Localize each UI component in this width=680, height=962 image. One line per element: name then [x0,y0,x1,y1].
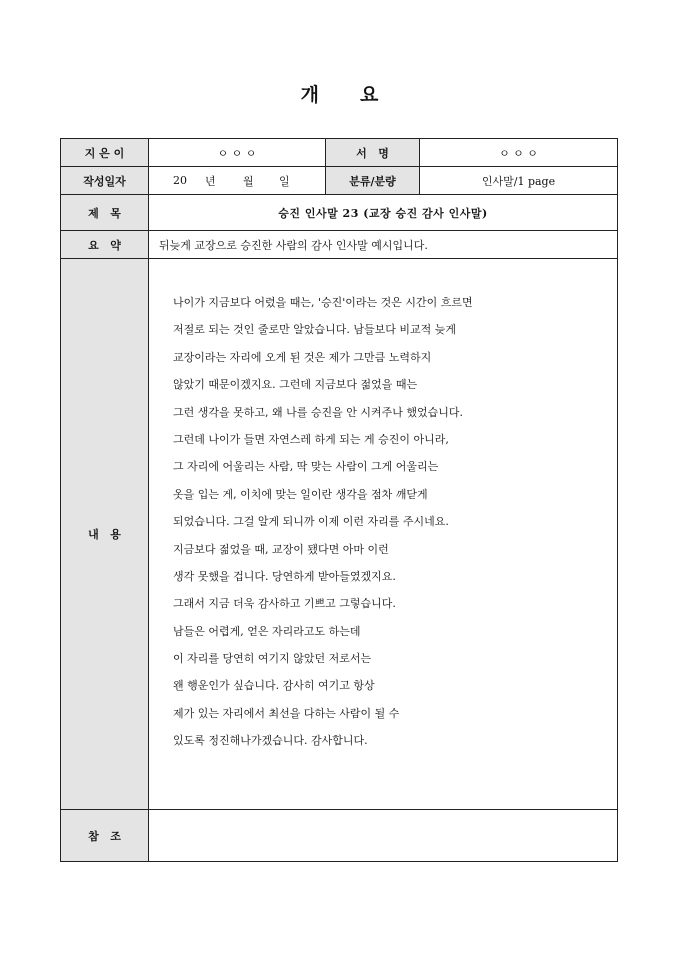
content-label: 내 용 [61,259,149,810]
summary-row [61,231,618,259]
subject-row [61,195,618,231]
content-line: 제가 있는 자리에서 최선을 다하는 사람이 될 수 [173,706,400,720]
content-line: 않았기 때문이겠지요. 그런데 지금보다 젊었을 때는 [173,378,418,392]
author-label: 지 은 이 [61,139,149,167]
page-title-part1: 개 [300,84,320,106]
reference-row [61,810,618,862]
content-line: 왠 행운인가 싶습니다. 감사히 여기고 항상 [173,679,375,693]
document-info-table [60,138,618,862]
category-value: 인사말/1 page [420,167,618,195]
content-line: 지금보다 젊었을 때, 교장이 됐다면 아마 이런 [173,542,389,556]
content-line: 그 자리에 어울리는 사람, 딱 맞는 사람이 그게 어울리는 [173,460,439,474]
date-label: 작성일자 [61,167,149,195]
category-label: 분류/분량 [326,167,420,195]
page-title [0,80,680,107]
subject-label: 제 목 [61,195,149,231]
author-row [61,139,618,167]
content-line: 교장이라는 자리에 오게 된 것은 제가 그만큼 노력하지 [173,350,432,364]
date-day-unit: 일 [279,174,290,188]
reference-label: 참 조 [61,810,149,862]
content-line: 저절로 되는 것인 줄로만 알았습니다. 남들보다 비교적 늦게 [173,323,456,337]
content-lines [149,259,617,755]
date-month-unit: 월 [243,174,254,188]
date-year-unit: 년 [205,174,216,188]
content-line: 이 자리를 당연히 여기지 않았던 저로서는 [173,652,372,666]
content-line: 그래서 지금 더욱 감사하고 기쁘고 그렇습니다. [173,597,396,611]
content-body [149,259,618,810]
page-title-part2: 요 [360,84,380,106]
signature-label: 서 명 [326,139,420,167]
subject-value: 승진 인사말 23 (교장 승진 감사 인사말) [149,195,618,231]
content-row [61,259,618,810]
date-row [61,167,618,195]
reference-value [149,810,618,862]
summary-value: 뒤늦게 교장으로 승진한 사람의 감사 인사말 예시입니다. [149,231,618,259]
summary-label: 요 약 [61,231,149,259]
signature-value: ㅇ ㅇ ㅇ [420,139,618,167]
content-line: 그런 생각을 못하고, 왜 나를 승진을 안 시켜주나 했었습니다. [173,405,463,419]
content-line: 있도록 정진해나가겠습니다. 감사합니다. [173,734,368,748]
date-year: 20 [173,174,187,187]
date-value [149,167,326,195]
content-line: 그런데 나이가 들면 자연스레 하게 되는 게 승진이 아니라, [173,432,449,446]
content-line: 되었습니다. 그걸 알게 되니까 이제 이런 자리를 주시네요. [173,515,449,529]
content-line: 옷을 입는 게, 이치에 맞는 일이란 생각을 점차 깨닫게 [173,487,428,501]
content-line: 생각 못했을 겁니다. 당연하게 받아들였겠지요. [173,569,396,583]
content-line: 남들은 어렵게, 얻은 자리라고도 하는데 [173,624,361,638]
content-line: 나이가 지금보다 어렸을 때는, '승진'이라는 것은 시간이 흐르면 [173,296,473,309]
author-value: ㅇ ㅇ ㅇ [149,139,326,167]
